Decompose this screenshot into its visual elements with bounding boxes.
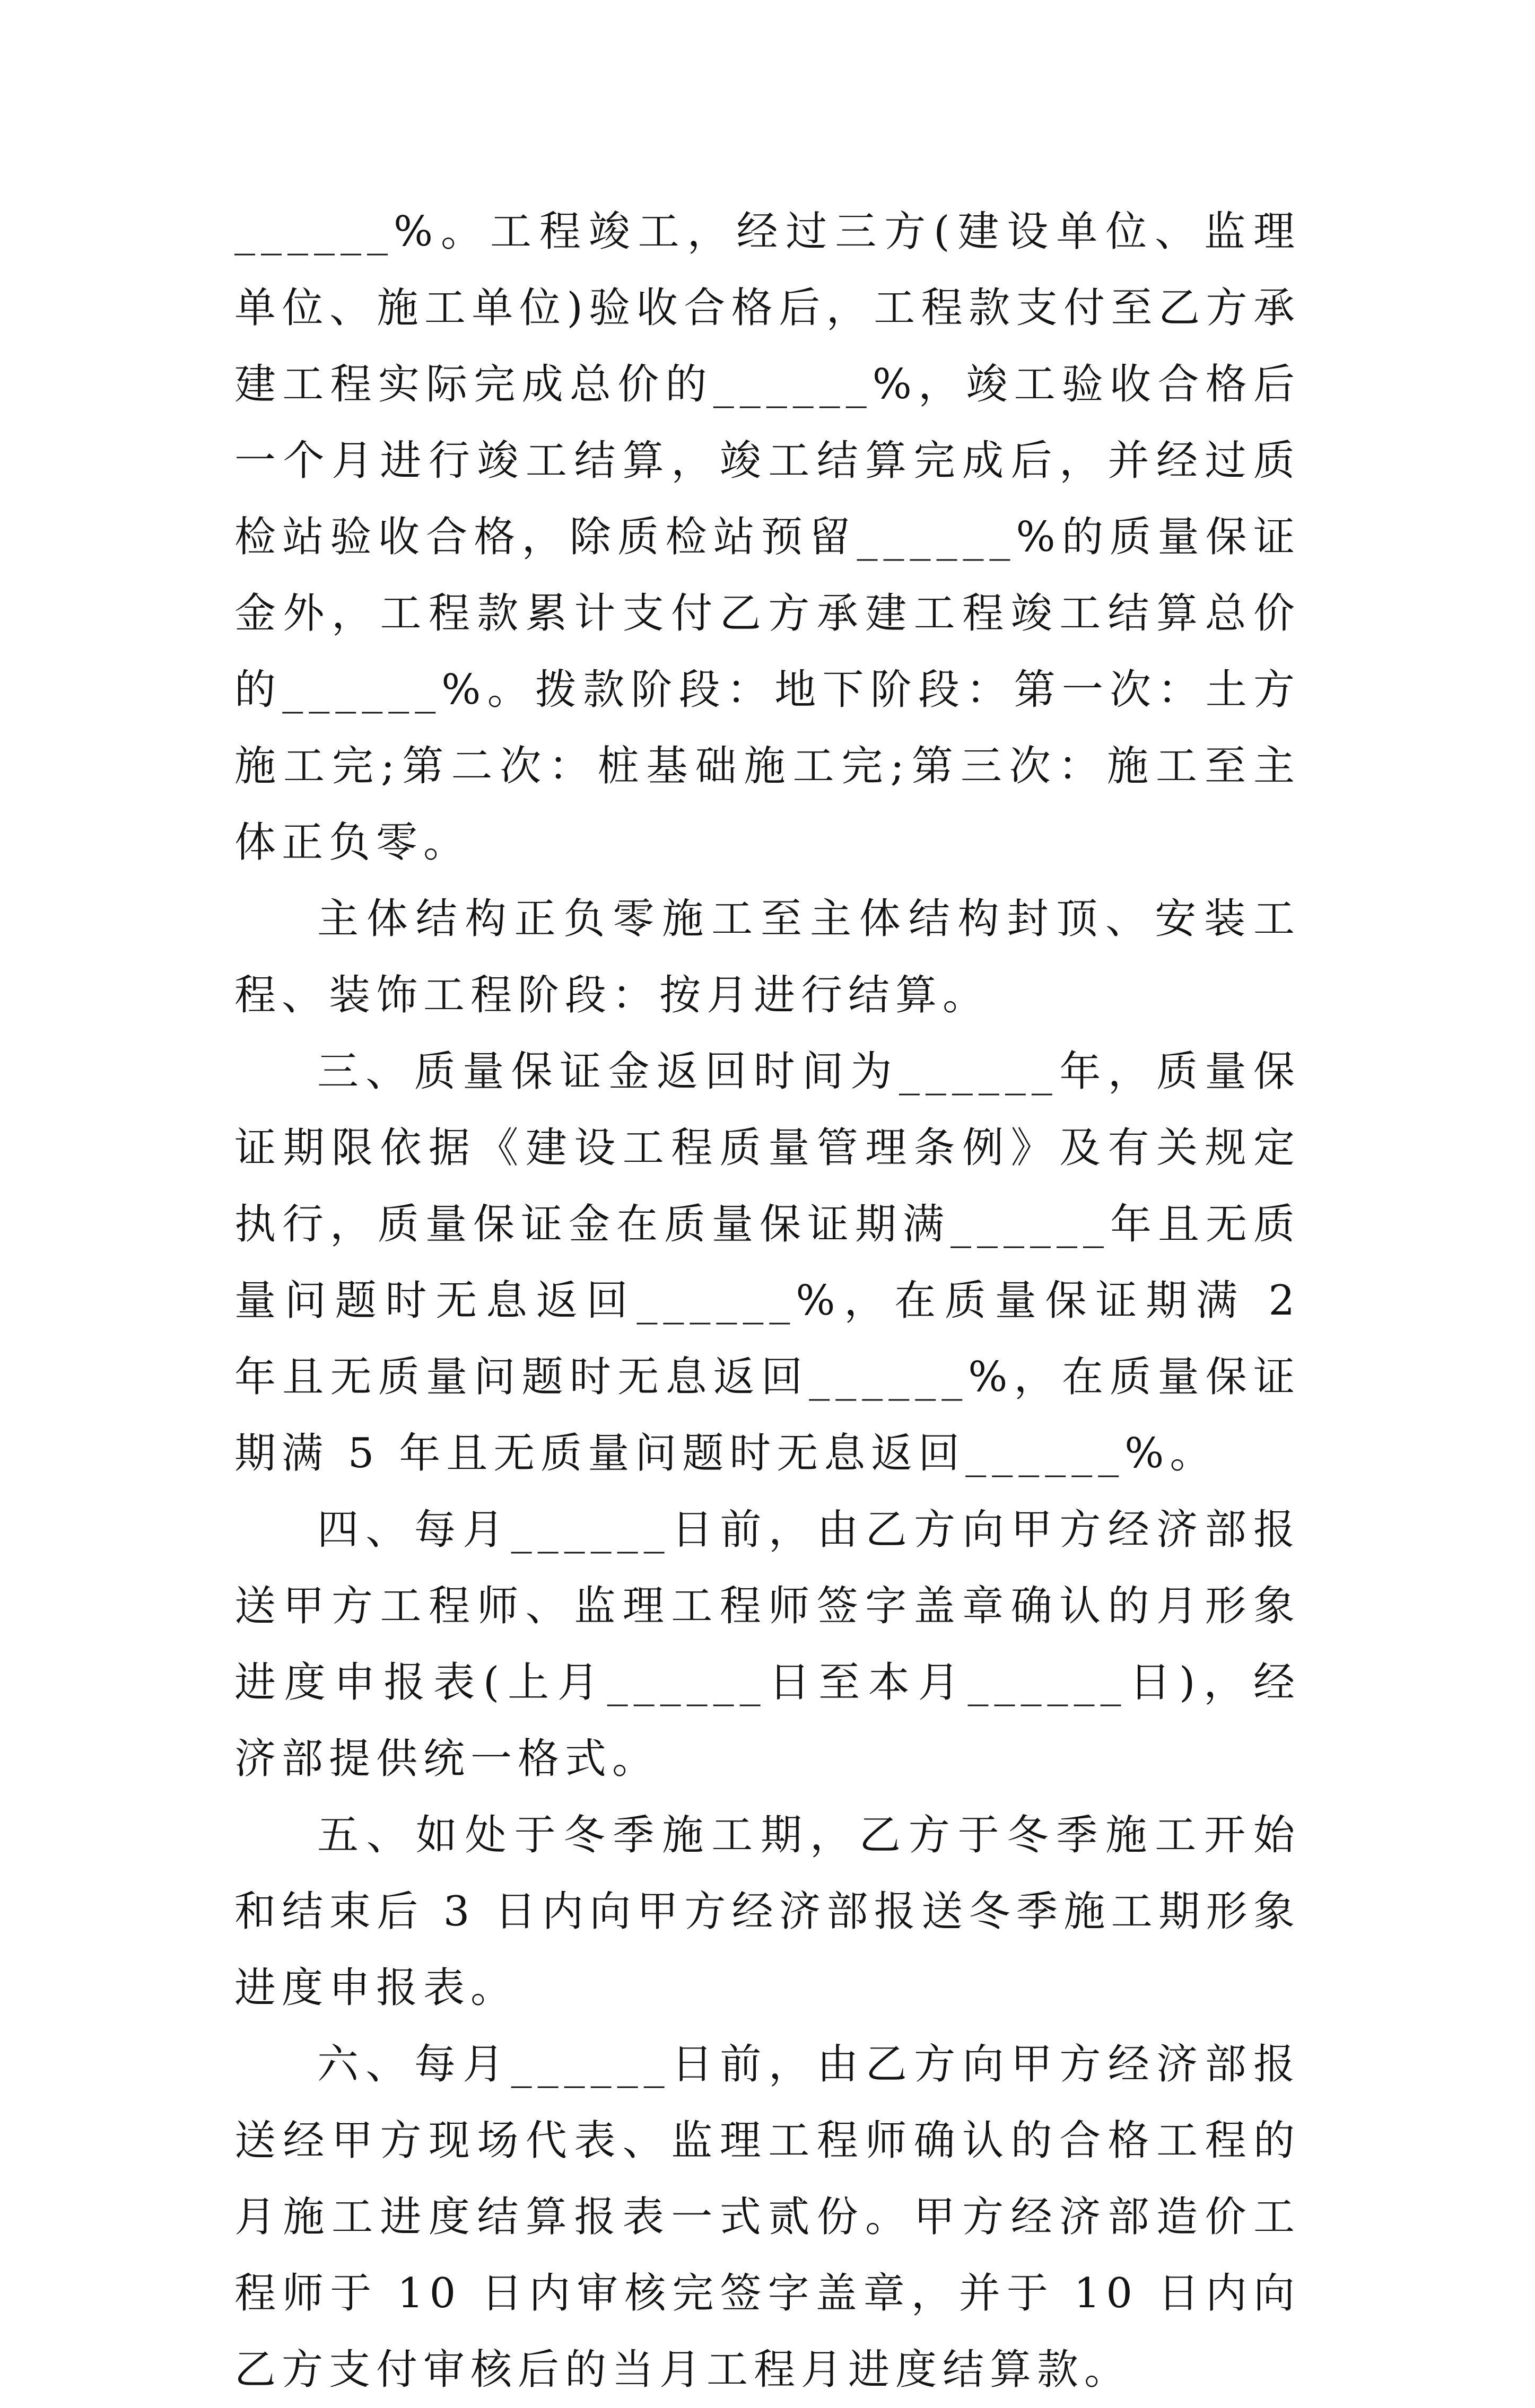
paragraph-payment-terms: ______%。工程竣工，经过三方(建设单位、监理单位、施工单位)验收合格后，工程款支付至乙方承建工程实际完成总价的______%，竣工验收合格后一个月进行竣工结算，竣工结算完成后，并经过质检站验收合格，除质检站预留______%的质量保证金外，工程款累计支付乙方承建工程竣工结算总价的______%。拨款阶段：地下阶段：第一次：土方施工完;第二次：桩基础施工完;第三次：施工至主体正负零。 xyxy=(234,208,1301,866)
paragraph-monthly-progress-report: 四、每月______日前，由乙方向甲方经济部报送甲方工程师、监理工程师签字盖章确认的月形象进度申报表(上月______日至本月______日)，经济部提供统一格式。 xyxy=(234,1506,1301,1783)
paragraph-winter-construction: 五、如处于冬季施工期，乙方于冬季施工开始和结束后 3 日内向甲方经济部报送冬季施工期形象进度申报表。 xyxy=(234,1811,1301,2012)
paragraph-main-structure: 主体结构正负零施工至主体结构封顶、安装工程、装饰工程阶段：按月进行结算。 xyxy=(234,895,1301,1019)
paragraph-quality-deposit: 三、质量保证金返回时间为______年，质量保证期限依据《建设工程质量管理条例》及有关规定执行，质量保证金在质量保证期满______年且无质量问题时无息返回______%，在质量保证期满 2 年且无质量问题时无息返回______%，在质量保证期满 5 年且无质量问题时无息返回______%。 xyxy=(234,1048,1301,1477)
paragraph-monthly-settlement: 六、每月______日前，由乙方向甲方经济部报送经甲方现场代表、监理工程师确认的合格工程的月施工进度结算报表一式贰份。甲方经济部造价工程师于 10 日内审核完签字盖章，并于 10 日内向乙方支付审核后的当月工程月进度结算款。 xyxy=(234,2041,1301,2394)
document-body xyxy=(234,194,1301,2408)
